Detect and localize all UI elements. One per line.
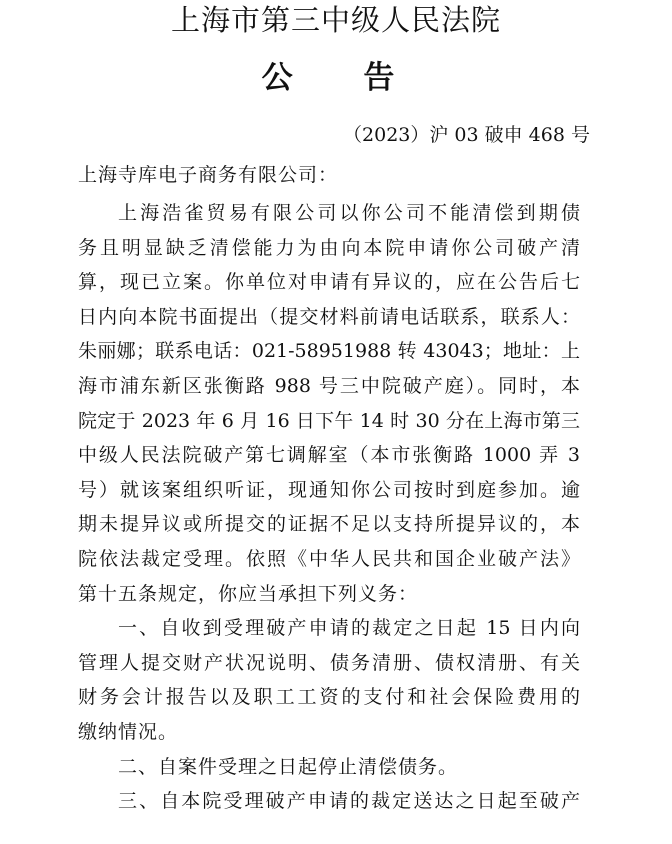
body-line: 期未提异议或所提交的证据不足以支持所提异议的，本 [78, 513, 580, 536]
obligation-line: 财务会计报告以及职工工资的支付和社会保险费用的 [78, 686, 580, 709]
addressee: 上海寺库电子商务有限公司： [78, 164, 339, 186]
body-line: 海市浦东新区张衡路 988 号三中院破产庭）。同时，本 [78, 375, 580, 397]
body-line: 日内向本院书面提出（提交材料前请电话联系，联系人： [78, 305, 580, 328]
notice-title: 公 告 [261, 60, 425, 96]
body-line: 上海浩雀贸易有限公司以你公司不能清偿到期债 [118, 202, 580, 224]
obligation-line: 一、自收到受理破产申请的裁定之日起 15 日内向 [118, 617, 580, 640]
obligation-line: 管理人提交财产状况说明、债务清册、债权清册、有关 [78, 651, 580, 674]
body-line: 院依法裁定受理。依照《中华人民共和国企业破产法》 [78, 548, 580, 570]
obligation-line: 三、自本院受理破产申请的裁定送达之日起至破产 [118, 790, 580, 813]
body-line: 院定于 2023 年 6 月 16 日下午 14 时 30 分在上海市第三 [78, 409, 580, 432]
obligation-line: 二、自案件受理之日起停止清偿债务。 [118, 755, 459, 778]
body-line: 中级人民法院破产第七调解室（本市张衡路 1000 弄 3 [78, 444, 580, 467]
body-line: 第十五条规定，你应当承担下列义务： [78, 582, 419, 605]
case-number: （2023）沪 03 破申 468 号 [343, 124, 590, 146]
obligation-line: 缴纳情况。 [78, 721, 179, 743]
body-line: 算，现已立案。你单位对申请有异议的，应在公告后七 [78, 271, 580, 294]
body-line: 务且明显缺乏清偿能力为由向本院申请你公司破产清 [78, 236, 580, 259]
body-line: 号）就该案组织听证，现通知你公司按时到庭参加。逾 [78, 478, 580, 501]
court-name: 上海市第三中级人民法院 [170, 3, 501, 37]
body-line: 朱丽娜；联系电话：021-58951988 转 43043；地址：上 [78, 340, 580, 363]
